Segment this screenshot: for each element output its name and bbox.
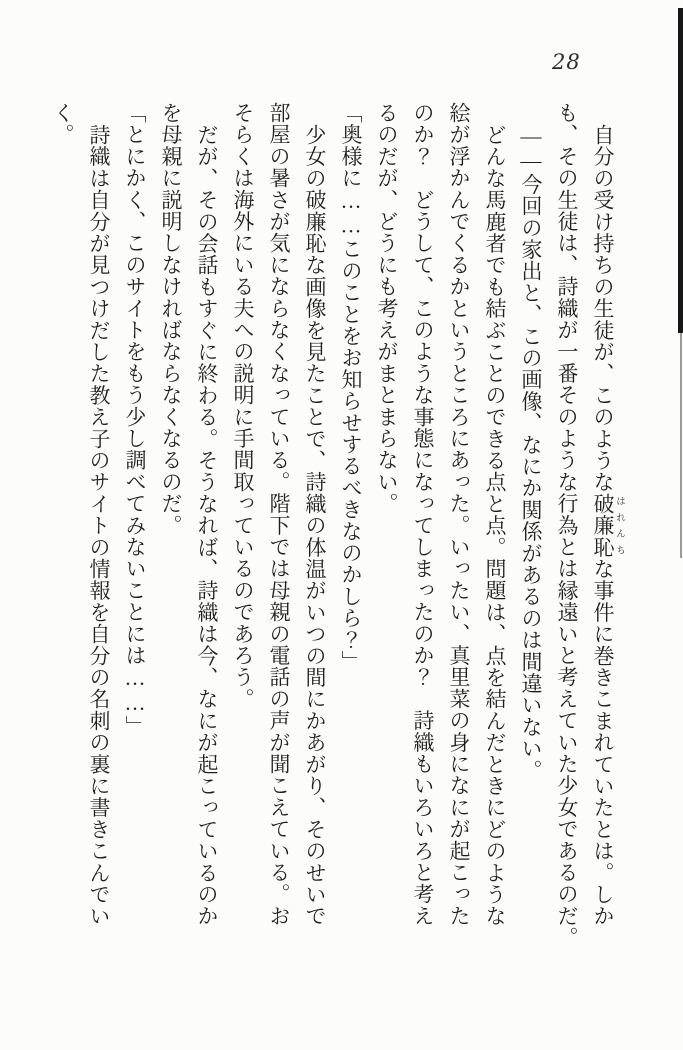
text-line: 絵が浮かんでくるかというところにあった。いったい、真里菜の身になにが起こった [447, 102, 471, 927]
text-line: 自分の受け持ちの生徒が、このような破廉恥 はれんちな事件に巻きこまれていたとは。しか [591, 123, 624, 927]
text-line: を母親に説明しなければならなくなるのだ。 [159, 102, 183, 536]
text-block [42, 102, 624, 992]
text-line: 詩織は自分が見つけだした教え子のサイトの情報を自分の名刺の裏に書きこんでい [87, 123, 111, 927]
text-line: も、その生徒は、詩織が一番そのような行為とは縁遠いと考えていた少女であるのだ。 [555, 102, 579, 949]
page-edge-line [678, 8, 683, 333]
ruby-annotation: 破廉恥 はれんち [591, 492, 624, 558]
text-line: く。 [51, 102, 75, 146]
text-line: どんな馬鹿者でも結ぶことのできる点と点。問題は、点を結んだときにどのような [483, 123, 507, 927]
page-number: 28 [552, 50, 581, 74]
page-edge-line-faded [680, 333, 682, 558]
text-line: 部屋の暑さが気にならなくなっている。階下では母親の電話の声が聞こえている。お [267, 102, 291, 927]
text-line: のか？ どうして、このような事態になってしまったのか？ 詩織もいろいろと考え [411, 102, 435, 927]
text-line: 少女の破廉恥な画像を見たことで、詩織の体温がいつの間にかあがり、そのせいで [303, 123, 327, 927]
text-line: 「奥様に……このことをお知らせするべきなのかしら？」 [339, 102, 363, 673]
text-line: 「とにかく、このサイトをもう少し調べてみないことには……」 [123, 102, 147, 738]
text-line: ――今回の家出と、この画像、なにか関係があるのは間違いない。 [519, 123, 543, 781]
text-line: だが、その会話もすぐに終わる。そうなれば、詩織は今、なにが起こっているのか [195, 123, 219, 927]
text-line: るのだが、どうにも考えがまとまらない。 [375, 102, 399, 515]
text-line: そらくは海外にいる夫への説明に手間取っているのであろう。 [231, 102, 255, 710]
